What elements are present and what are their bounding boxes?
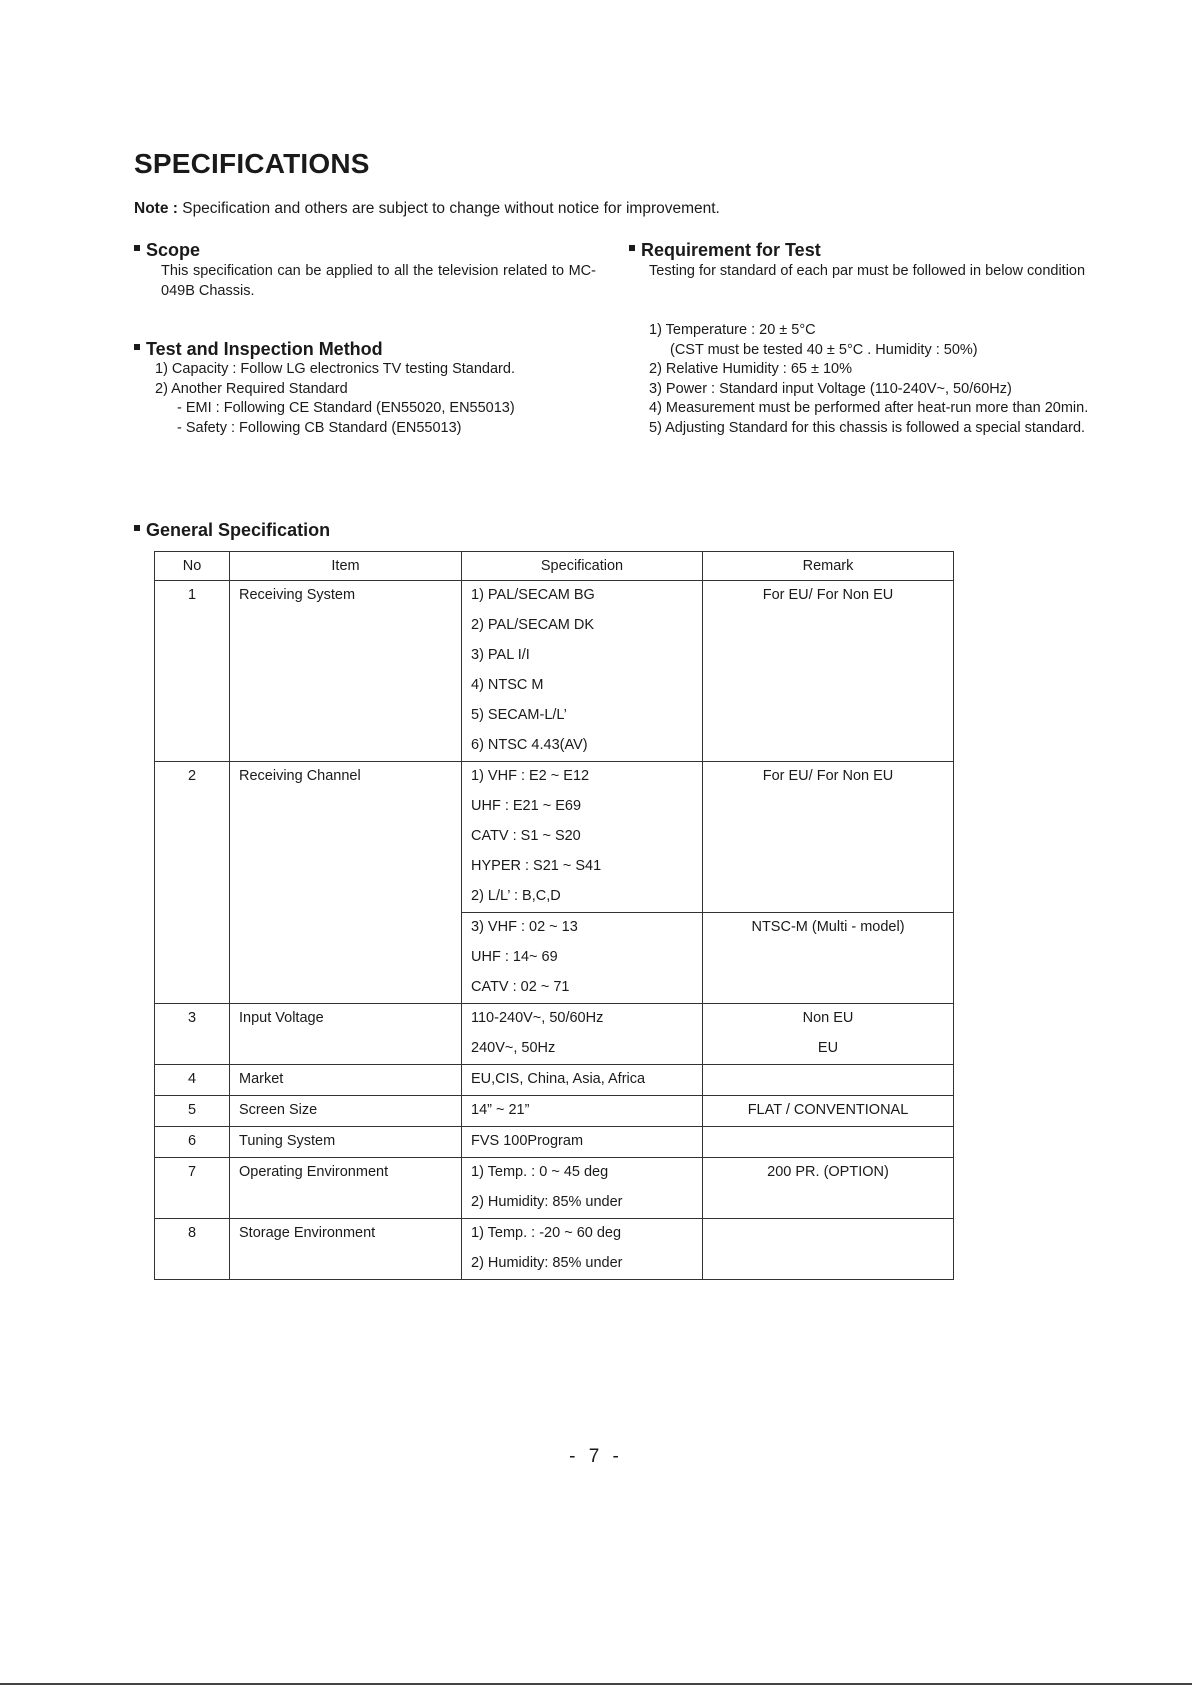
row-no: 2	[187, 768, 197, 784]
remark-line: NTSC-M (Multi - model)	[751, 919, 905, 935]
row-item-cell	[230, 581, 462, 762]
row-item: Storage Environment	[239, 1225, 376, 1241]
general-spec-heading-text: General Specification	[146, 520, 331, 540]
scope-heading	[134, 240, 200, 261]
row-no: 8	[187, 1225, 197, 1241]
spec-line: 1) PAL/SECAM BG	[471, 587, 595, 603]
spec-line: 4) NTSC M	[471, 677, 544, 693]
spec-line: 240V~, 50Hz	[471, 1040, 556, 1056]
table-row	[155, 1004, 954, 1065]
requirement-heading-text: Requirement for Test	[641, 240, 821, 260]
test-method-line: - Safety : Following CB Standard (EN55013)	[177, 419, 462, 436]
row-spec-cell	[462, 581, 703, 762]
spec-line: HYPER : S21 ~ S41	[471, 858, 602, 874]
row-no: 1	[187, 587, 197, 603]
spec-line: UHF : E21 ~ E69	[471, 798, 582, 814]
spec-line: 3) VHF : 02 ~ 13	[471, 919, 578, 935]
requirement-list	[649, 321, 1090, 438]
spec-line: 1) Temp. : -20 ~ 60 deg	[471, 1225, 622, 1241]
remark-line: FLAT / CONVENTIONAL	[747, 1102, 909, 1118]
general-spec-table	[154, 551, 954, 1280]
spec-line: 2) PAL/SECAM DK	[471, 617, 595, 633]
remark-line: For EU/ For Non EU	[762, 587, 894, 603]
table-row	[155, 1096, 954, 1127]
requirement-item: 5) Adjusting Standard for this chassis is followed a special standard.	[649, 419, 1086, 436]
scope-heading-text: Scope	[146, 240, 201, 260]
note	[134, 200, 720, 218]
row-spec-cell	[462, 1004, 703, 1065]
test-method-line: - EMI : Following CE Standard (EN55020, EN55013)	[177, 400, 515, 416]
square-bullet-icon	[629, 245, 635, 251]
spec-line: EU,CIS, China, Asia, Africa	[471, 1071, 646, 1087]
table-row	[155, 1127, 954, 1158]
spec-line: 2) Humidity: 85% under	[471, 1255, 623, 1271]
remark-line	[703, 1065, 953, 1095]
row-no-cell	[155, 1158, 230, 1219]
column-header-no: No	[155, 552, 230, 581]
table-header-row	[155, 552, 954, 581]
row-item-cell	[230, 1065, 462, 1096]
column-header-remark: Remark	[703, 552, 954, 581]
square-bullet-icon	[134, 344, 140, 350]
requirement-heading	[629, 240, 821, 261]
note-label: Note :	[134, 200, 178, 217]
row-item: Input Voltage	[239, 1010, 324, 1026]
row-spec-cell	[462, 1065, 703, 1096]
column-header-specification: Specification	[462, 552, 703, 581]
row-no: 5	[187, 1102, 197, 1118]
row-item: Receiving Channel	[239, 768, 361, 784]
row-remark-cell	[703, 581, 954, 762]
test-method-line: 1) Capacity : Follow LG electronics TV testing Standard.	[155, 361, 515, 377]
spec-line: 1) Temp. : 0 ~ 45 deg	[471, 1164, 609, 1180]
spec-line: 6) NTSC 4.43(AV)	[471, 737, 588, 753]
row-remark-cell	[703, 1065, 954, 1096]
requirement-item: 1) Temperature : 20 ± 5°C	[649, 322, 816, 338]
row-spec-cell	[462, 762, 703, 913]
row-no-cell	[155, 1219, 230, 1280]
row-no-cell	[155, 581, 230, 762]
requirement-item: (CST must be tested 40 ± 5°C . Humidity : 50%)	[670, 341, 978, 358]
row-spec-cell	[462, 913, 703, 1004]
row-spec-cell	[462, 1127, 703, 1158]
remark-line: 200 PR. (OPTION)	[767, 1164, 889, 1180]
remark-line	[703, 1127, 953, 1157]
requirement-item: 4) Measurement must be performed after heat-run more than 20min.	[649, 400, 1089, 416]
test-method-heading-text: Test and Inspection Method	[146, 339, 383, 359]
row-item-cell	[230, 762, 462, 1004]
square-bullet-icon	[134, 525, 140, 531]
page-number: - 7 -	[569, 1446, 623, 1467]
spec-line: 1) VHF : E2 ~ E12	[471, 768, 590, 784]
row-no-cell	[155, 1004, 230, 1065]
remark-line: EU	[817, 1040, 839, 1056]
test-method-heading	[134, 339, 383, 360]
row-item-cell	[230, 1158, 462, 1219]
page-title: SPECIFICATIONS	[134, 148, 370, 179]
row-item: Receiving System	[239, 587, 356, 603]
row-no-cell	[155, 1127, 230, 1158]
remark-line: For EU/ For Non EU	[762, 768, 894, 784]
spec-line: UHF : 14~ 69	[471, 949, 558, 965]
table-row	[155, 762, 954, 913]
spec-line: 2) L/L’ : B,C,D	[471, 888, 561, 904]
row-no: 6	[187, 1133, 197, 1149]
spec-line: FVS 100Program	[471, 1133, 584, 1149]
row-item-cell	[230, 1127, 462, 1158]
row-remark-cell	[703, 1158, 954, 1219]
square-bullet-icon	[134, 245, 140, 251]
row-item: Screen Size	[239, 1102, 318, 1118]
row-remark-cell	[703, 1127, 954, 1158]
remark-line: Non EU	[802, 1010, 854, 1026]
row-item: Tuning System	[239, 1133, 336, 1149]
table-row	[155, 1219, 954, 1280]
column-header-item: Item	[230, 552, 462, 581]
test-method-list	[155, 360, 595, 438]
row-spec-cell	[462, 1096, 703, 1127]
row-remark-cell	[703, 1004, 954, 1065]
row-no: 3	[187, 1010, 197, 1026]
spec-line: 14” ~ 21”	[471, 1102, 530, 1118]
spec-line: 2) Humidity: 85% under	[471, 1194, 623, 1210]
row-item-cell	[230, 1219, 462, 1280]
row-spec-cell	[462, 1158, 703, 1219]
row-no-cell	[155, 1065, 230, 1096]
row-no-cell	[155, 1096, 230, 1127]
row-remark-cell	[703, 762, 954, 913]
row-no: 4	[187, 1071, 197, 1087]
row-remark-cell	[703, 1219, 954, 1280]
requirement-item: 2) Relative Humidity : 65 ± 10%	[649, 361, 852, 377]
row-no-cell	[155, 762, 230, 1004]
note-text: Specification and others are subject to change without notice for improvement.	[177, 200, 720, 217]
row-remark-cell	[703, 913, 954, 1004]
spec-line: 5) SECAM-L/L’	[471, 707, 567, 723]
remark-line	[703, 1219, 953, 1249]
spec-line: CATV : 02 ~ 71	[471, 979, 570, 995]
general-spec-heading	[134, 520, 330, 541]
row-remark-cell	[703, 1096, 954, 1127]
row-item-cell	[230, 1004, 462, 1065]
spec-line: 110-240V~, 50/60Hz	[471, 1010, 604, 1026]
test-method-line: 2) Another Required Standard	[155, 380, 348, 397]
requirement-item: 3) Power : Standard input Voltage (110-240V~, 50/60Hz)	[649, 380, 1012, 397]
row-item: Market	[239, 1071, 284, 1087]
requirement-intro: Testing for standard of each par must be followed in below condition	[649, 263, 1086, 279]
row-item-cell	[230, 1096, 462, 1127]
table-row	[155, 1065, 954, 1096]
spec-line: 3) PAL I/I	[471, 647, 530, 663]
table-row	[155, 581, 954, 762]
table-row	[155, 1158, 954, 1219]
row-spec-cell	[462, 1219, 703, 1280]
scope-text: This specification can be applied to all the television related to MC-049B Chassis.	[161, 263, 596, 299]
row-item: Operating Environment	[239, 1164, 389, 1180]
spec-line: CATV : S1 ~ S20	[471, 828, 581, 844]
row-no: 7	[187, 1164, 197, 1180]
